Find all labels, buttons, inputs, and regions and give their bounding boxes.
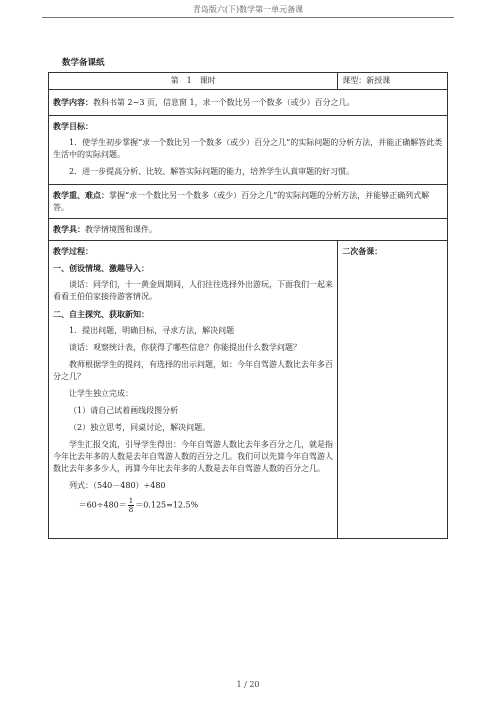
formula-line-1: 列式：（540－480）÷480 xyxy=(69,481,166,490)
process-cell xyxy=(49,241,338,539)
second-prep-cell xyxy=(338,241,448,539)
content-text: 教科书第 2~3 页，信息窗 1，求一个数比另一个数多（或少）百分之几。 xyxy=(93,98,355,107)
content-cell xyxy=(49,90,448,116)
formula-part-a: ＝60÷480＝ xyxy=(78,500,127,510)
document-title: 数学备课纸 xyxy=(62,58,105,68)
fraction xyxy=(128,497,134,514)
page-header: 青岛版六(下)数学第一单元备课 xyxy=(192,5,304,14)
fraction-numerator: 1 xyxy=(128,497,134,505)
process-row xyxy=(49,241,448,539)
goal-item-2: 2．进一步提高分析、比较、解答实际问题的能力，培养学生认真审题的好习惯。 xyxy=(69,167,355,176)
lesson-number-cell: 第 1 课时 xyxy=(49,73,338,90)
section-2-question: 教师根据学生的提问，有选择的出示问题，如：今年自驾游人数比去年多百分之几？ xyxy=(53,360,333,381)
tools-cell xyxy=(49,219,448,241)
page-number: 1 / 20 xyxy=(236,680,260,689)
tools-row xyxy=(49,219,448,241)
lesson-plan-table xyxy=(48,72,448,539)
fraction-denominator: 8 xyxy=(128,506,134,514)
keypoints-label: 教学重、难点： xyxy=(53,190,109,200)
keypoints-text: 掌握“求一个数比另一个数多（或少）百分之几”的实际问题的分析方法，并能够正确列式解答。 xyxy=(53,191,430,212)
process-label: 教学过程： xyxy=(53,246,93,256)
content-row xyxy=(49,90,448,116)
section-1-title: 一、创设情境、激趣导入： xyxy=(53,263,149,273)
keypoints-cell xyxy=(49,185,448,219)
header-divider xyxy=(42,17,454,18)
goal-item-1: 1．使学生初步掌握“求一个数比另一个数多（或少）百分之几”的实际问题的分析方法，并能正确解答此类生活中的实际问题。 xyxy=(53,138,443,159)
keypoints-row xyxy=(49,185,448,219)
tools-text: 教学情境图和课件。 xyxy=(85,225,157,234)
formula-line-2 xyxy=(53,497,333,514)
section-2-dialogue: 谈话：观察统计表，你获得了哪些信息？你能提出什么数学问题？ xyxy=(69,343,301,352)
formula-part-b: ＝0.125=12.5% xyxy=(135,500,199,510)
content-label: 教学内容： xyxy=(53,97,93,107)
section-2-task-2: （2）独立思考，同桌讨论，解决问题。 xyxy=(69,423,211,432)
section-1-paragraph: 谈话：同学们，十一黄金周期间，人们往往选择外出游玩，下面我们一起来看看王伯伯家接待游客情况。 xyxy=(53,280,333,301)
lesson-type-cell: 课型：新授课 xyxy=(338,73,448,90)
section-2-instruction: 让学生独立完成： xyxy=(69,389,133,398)
goals-cell xyxy=(49,116,448,185)
section-2-summary: 学生汇报交流，引导学生得出：今年自驾游人数比去年多百分之几，就是指今年比去年多的人数是去年自驾游人数的百分之几。我们可以先算今年自驾游人数比去年多多少人，再算今年比去年多的人数是去年自驾游人数的百分之几。 xyxy=(53,440,333,473)
goals-label: 教学目标： xyxy=(53,121,93,131)
second-prep-label: 二次备课： xyxy=(342,246,383,256)
section-2-title: 二、自主探究、获取新知： xyxy=(53,309,149,319)
section-2-task-1: （1）请自己试着画线段图分析 xyxy=(69,406,179,415)
tools-label: 教学具： xyxy=(53,224,85,234)
section-2-step: 1．提出问题，明确目标，寻求方法，解决问题 xyxy=(69,326,235,335)
lesson-row xyxy=(49,73,448,90)
goals-row xyxy=(49,116,448,185)
